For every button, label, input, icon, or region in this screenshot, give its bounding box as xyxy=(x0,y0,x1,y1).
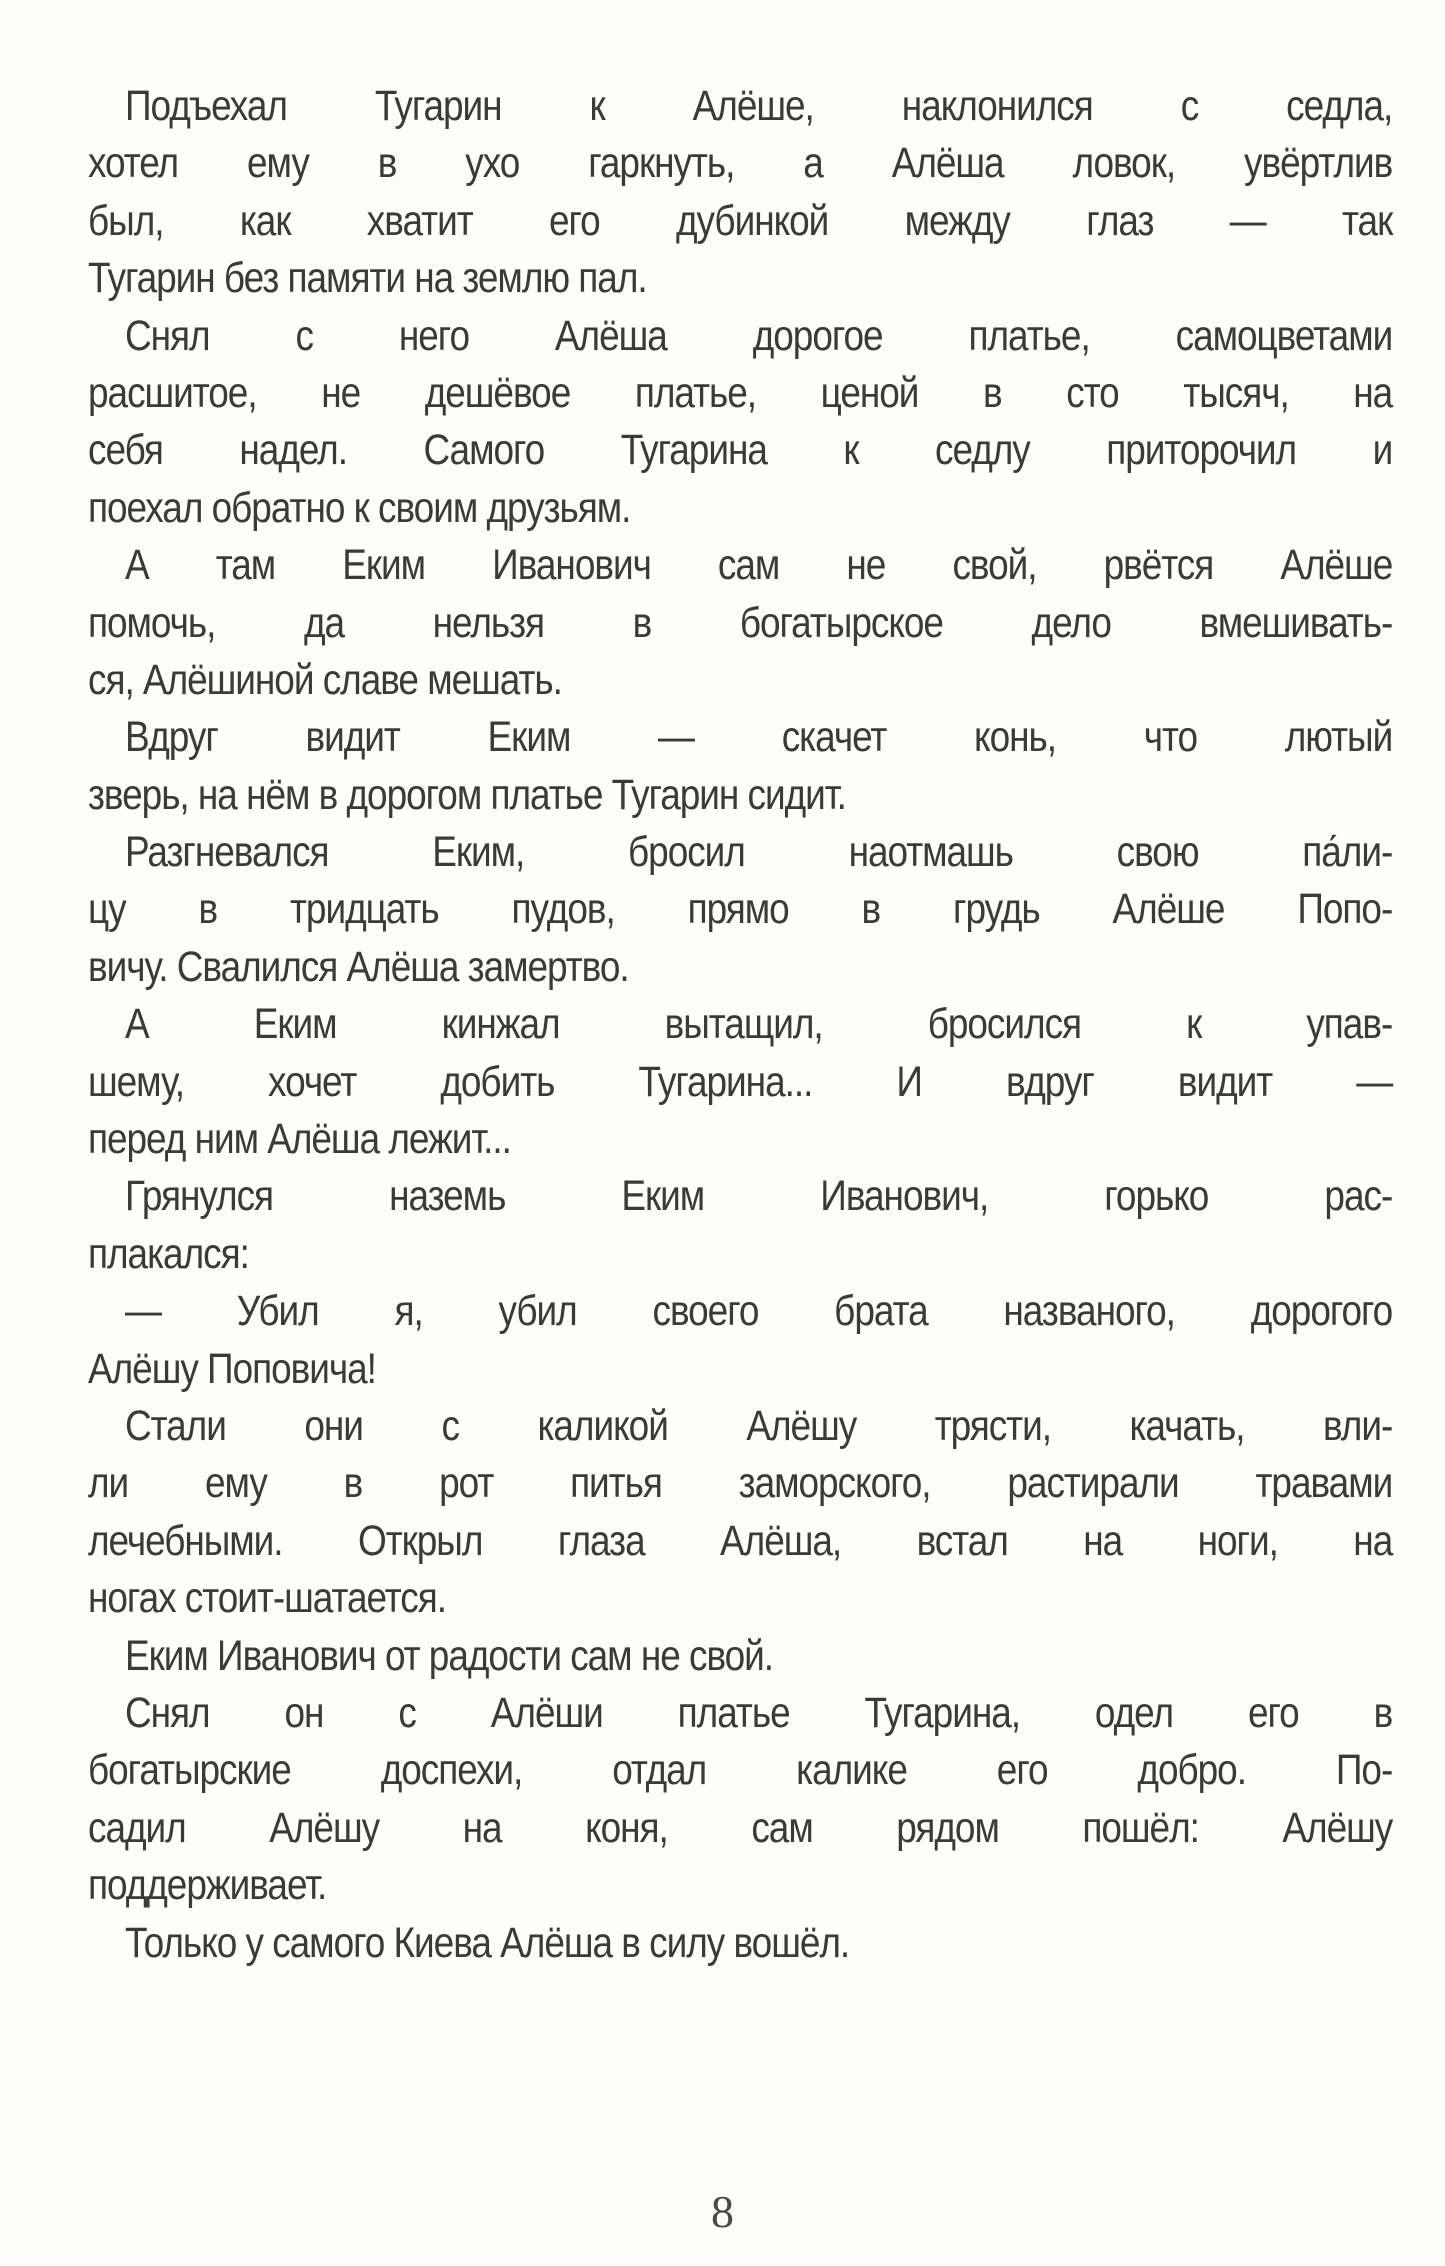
text-line: себя надел. Самого Тугарина к седлу приторочил и xyxy=(88,426,1393,475)
text-line: шему, хочет добить Тугарина... И вдруг видит — xyxy=(88,1057,1393,1106)
text-line: А Еким кинжал вытащил, бросился к упав- xyxy=(124,1000,1393,1049)
text-line: поддерживает. xyxy=(88,1861,327,1910)
text-line: Стали они с каликой Алёшу трясти, качать, вли- xyxy=(124,1401,1393,1450)
paragraph xyxy=(88,1398,1392,1628)
paragraph xyxy=(88,824,1392,996)
page-body xyxy=(88,78,1392,1972)
text-line: лечебными. Открыл глаза Алёша, встал на ноги, на xyxy=(88,1516,1393,1565)
text-line: помочь, да нельзя в богатырское дело вмешивать- xyxy=(88,598,1393,647)
text-line: плакался: xyxy=(88,1229,249,1278)
text-line: богатырские доспехи, отдал калике его добро. По- xyxy=(88,1746,1393,1795)
paragraph xyxy=(88,308,1392,538)
page-number: 8 xyxy=(711,2186,734,2237)
text-line: ся, Алёшиной славе мешать. xyxy=(88,655,562,704)
text-line: — Убил я, убил своего брата названого, дорогого xyxy=(124,1287,1393,1336)
paragraph xyxy=(88,1685,1392,1915)
paragraph xyxy=(88,1628,1392,1685)
text-line: цу в тридцать пудов, прямо в грудь Алёше Попо- xyxy=(88,885,1393,934)
text-line: Подъехал Тугарин к Алёше, наклонился с седла, xyxy=(124,82,1393,130)
paragraph xyxy=(88,537,1392,709)
text-line: Только у самого Киева Алёша в силу вошёл. xyxy=(124,1918,850,1967)
paragraph-dialogue xyxy=(88,1283,1392,1398)
text-line: перед ним Алёша лежит... xyxy=(88,1115,511,1164)
paragraph xyxy=(88,1168,1392,1283)
text-line: А там Еким Иванович сам не свой, рвётся Алёше xyxy=(124,541,1393,590)
text-line: Еким Иванович от радости сам не свой. xyxy=(124,1631,774,1680)
paragraph xyxy=(88,996,1392,1168)
text-line: зверь, на нём в дорогом платье Тугарин сидит. xyxy=(88,770,846,819)
text-line: Вдруг видит Еким — скачет конь, что лютый xyxy=(124,713,1393,762)
text-line: Разгневался Еким, бросил наотмашь свою па́ли- xyxy=(124,828,1393,877)
text-line: Тугарин без памяти на землю пал. xyxy=(88,254,647,303)
text-line: Грянулся наземь Еким Иванович, горько рас- xyxy=(124,1172,1393,1221)
text-line: расшитое, не дешёвое платье, ценой в сто тысяч, на xyxy=(88,368,1393,417)
text-line: вичу. Свалился Алёша замертво. xyxy=(88,942,629,991)
text-line: хотел ему в ухо гаркнуть, а Алёша ловок, увёртлив xyxy=(88,139,1393,188)
paragraph xyxy=(88,78,1392,308)
text-line: Снял он с Алёши платье Тугарина, одел его в xyxy=(124,1688,1393,1737)
text-line: был, как хватит его дубинкой между глаз — так xyxy=(88,196,1393,245)
paragraph xyxy=(88,1915,1392,1972)
text-line: Алёшу Поповича! xyxy=(88,1344,376,1393)
paragraph xyxy=(88,709,1392,824)
text-line: садил Алёшу на коня, сам рядом пошёл: Алёшу xyxy=(88,1803,1393,1852)
text-line: ли ему в рот питья заморского, растирали травами xyxy=(88,1459,1393,1508)
text-line: Снял с него Алёша дорогое платье, самоцветами xyxy=(124,311,1393,360)
text-line: поехал обратно к своим друзьям. xyxy=(88,483,631,532)
text-line: ногах стоит-шатается. xyxy=(88,1574,446,1623)
